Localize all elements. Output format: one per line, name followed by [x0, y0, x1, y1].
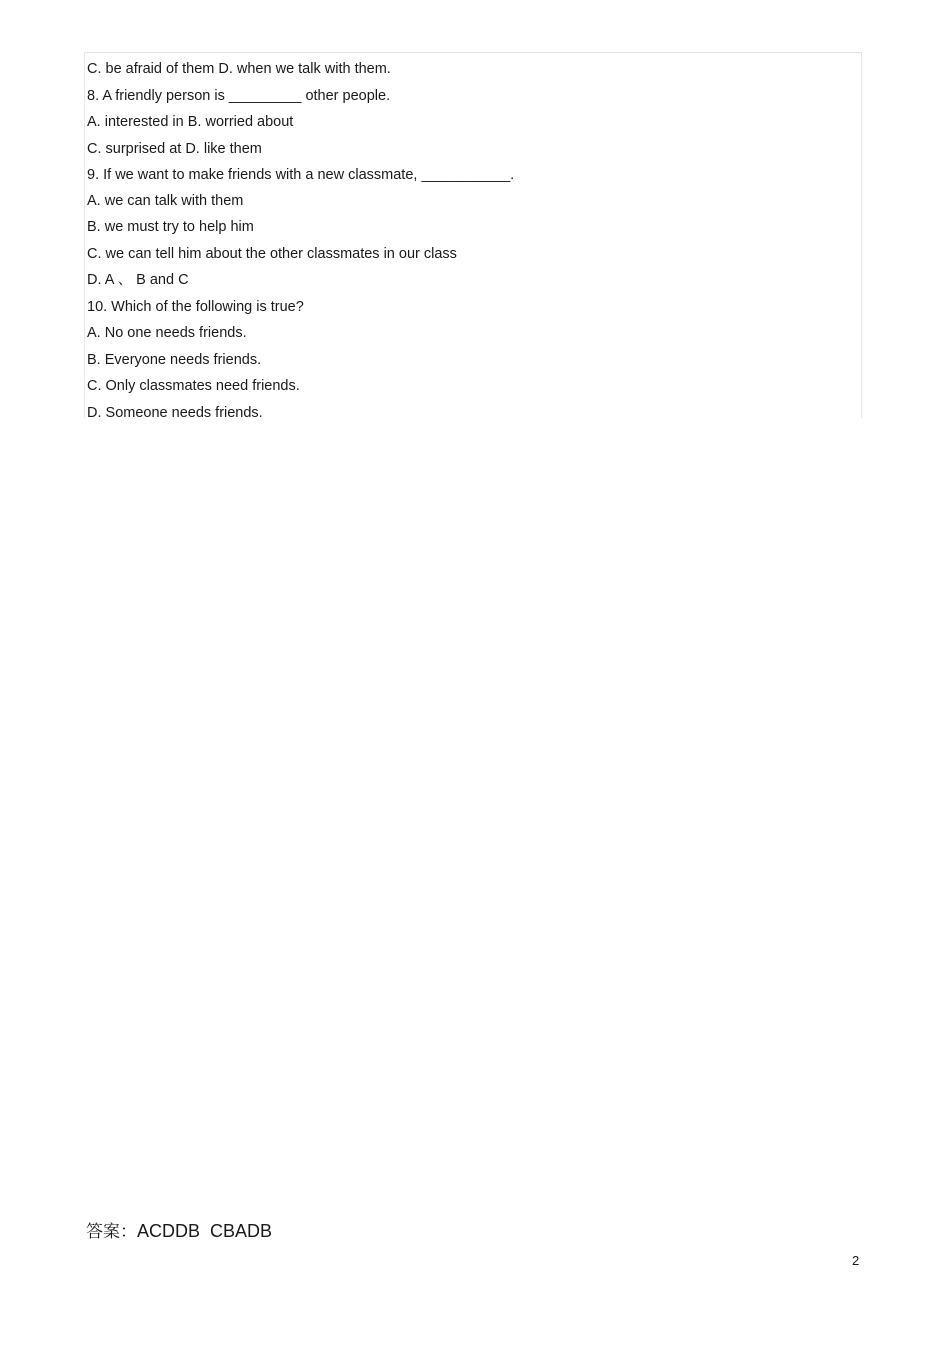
question-line: A. interested in B. worried about — [87, 114, 294, 130]
answer-label: 答案： — [86, 1222, 137, 1242]
question-line: 8. A friendly person is _________ other people. — [87, 88, 391, 104]
answer-value: ACDDB CBADB — [137, 1221, 273, 1241]
question-line: 10. Which of the following is true? — [87, 299, 304, 315]
question-line: D. Someone needs friends. — [87, 405, 263, 421]
question-line: A. we can talk with them — [87, 193, 244, 209]
question-line: A. No one needs friends. — [87, 325, 247, 341]
answer-key — [86, 1219, 272, 1244]
question-line: B. Everyone needs friends. — [87, 352, 262, 368]
question-box — [84, 52, 862, 421]
question-line: C. Only classmates need friends. — [87, 378, 300, 394]
page-number: 2 — [852, 1253, 860, 1268]
question-line: C. we can tell him about the other classmates in our class — [87, 246, 457, 262]
question-line: B. we must try to help him — [87, 219, 254, 235]
question-line: 9. If we want to make friends with a new classmate, ___________. — [87, 167, 515, 183]
question-line: D. A 、 B and C — [87, 272, 189, 288]
question-line: C. surprised at D. like them — [87, 141, 262, 157]
question-line: C. be afraid of them D. when we talk with them. — [87, 61, 391, 77]
